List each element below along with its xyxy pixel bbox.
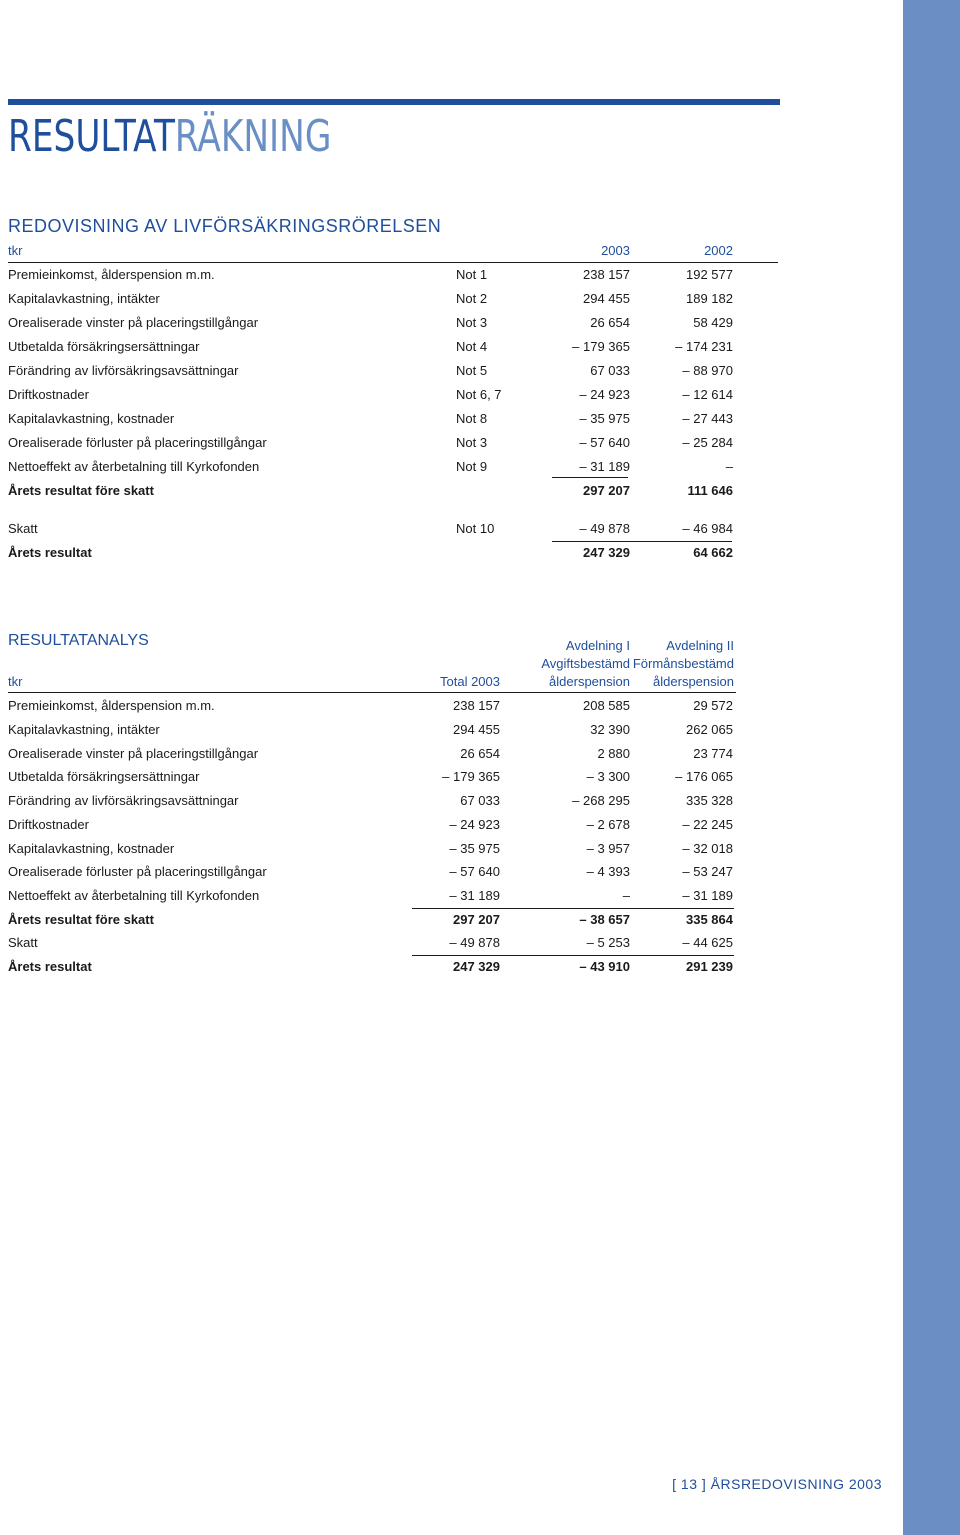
table-row xyxy=(8,360,748,382)
table-row xyxy=(8,838,748,860)
table-row xyxy=(8,790,748,812)
row-label: Årets resultat xyxy=(8,959,92,974)
value-avdelning-2: – 53 247 xyxy=(682,864,733,879)
row-label: Kapitalavkastning, kostnader xyxy=(8,411,175,426)
note-ref: Not 3 xyxy=(456,435,488,450)
value-2002: 192 577 xyxy=(686,267,733,282)
value-total-2003: 67 033 xyxy=(460,793,500,808)
row-label: Driftkostnader xyxy=(8,387,89,402)
value-avdelning-1: – xyxy=(622,888,630,903)
value-avdelning-1: 208 585 xyxy=(583,698,630,713)
value-2003: – 179 365 xyxy=(572,339,630,354)
sum-rule xyxy=(552,541,732,542)
value-avdelning-2: 291 239 xyxy=(686,959,733,974)
table-row xyxy=(8,264,748,286)
row-label: Kapitalavkastning, intäkter xyxy=(8,291,160,306)
row-label: Årets resultat före skatt xyxy=(8,912,154,927)
value-total-2003: 26 654 xyxy=(460,746,500,761)
value-total-2003: – 35 975 xyxy=(449,841,500,856)
note-ref: Not 10 xyxy=(456,521,495,536)
value-total-2003: 238 157 xyxy=(453,698,500,713)
note-ref: Not 5 xyxy=(456,363,488,378)
table-row xyxy=(8,885,748,907)
row-label: Orealiserade vinster på placeringstillgångar xyxy=(8,315,259,330)
value-2002: 58 429 xyxy=(693,315,733,330)
value-avdelning-1: – 3 300 xyxy=(586,769,630,784)
value-total-2003: – 49 878 xyxy=(449,935,500,950)
value-2003: – 24 923 xyxy=(579,387,630,402)
row-label: Nettoeffekt av återbetalning till Kyrkofonden xyxy=(8,459,260,474)
row-label: Årets resultat xyxy=(8,545,92,560)
table-row xyxy=(8,456,748,478)
value-2002: 189 182 xyxy=(686,291,733,306)
value-avdelning-1: – 268 295 xyxy=(572,793,630,808)
value-avdelning-1: – 38 657 xyxy=(579,912,630,927)
value-total-2003: – 57 640 xyxy=(449,864,500,879)
value-total-2003: 294 455 xyxy=(453,722,500,737)
value-2002: 111 646 xyxy=(687,483,733,498)
table-row xyxy=(8,932,748,954)
table-row xyxy=(8,909,748,931)
value-avdelning-2: 335 328 xyxy=(686,793,733,808)
row-label: Orealiserade förluster på placeringstillgångar xyxy=(8,864,267,879)
total-2003-header: Total 2003 xyxy=(440,674,500,689)
value-avdelning-2: – 22 245 xyxy=(682,817,733,832)
value-total-2003: – 31 189 xyxy=(449,888,500,903)
note-ref: Not 9 xyxy=(456,459,488,474)
table-row xyxy=(8,384,748,406)
row-label: Kapitalavkastning, kostnader xyxy=(8,841,175,856)
value-2003: – 31 189 xyxy=(579,459,630,474)
table-row xyxy=(8,814,748,836)
table-row xyxy=(8,408,748,430)
value-avdelning-2: 335 864 xyxy=(686,912,733,927)
value-avdelning-1: – 43 910 xyxy=(579,959,630,974)
value-avdelning-2: – 32 018 xyxy=(682,841,733,856)
row-label: Premieinkomst, ålderspension m.m. xyxy=(8,267,215,282)
sum-rule xyxy=(412,908,734,909)
value-2002: 64 662 xyxy=(693,545,733,560)
section-heading-resultatanalys: RESULTATANALYS xyxy=(8,632,149,649)
value-avdelning-2: 23 774 xyxy=(693,746,733,761)
row-label: Driftkostnader xyxy=(8,817,89,832)
table-row xyxy=(8,743,748,765)
header-rule xyxy=(8,262,778,263)
value-avdelning-2: 29 572 xyxy=(693,698,733,713)
avdelning-2-header: Avdelning II Förmånsbestämd ålderspension xyxy=(632,638,734,689)
value-total-2003: – 179 365 xyxy=(442,769,500,784)
row-label: Skatt xyxy=(8,521,38,536)
value-2002: – 25 284 xyxy=(682,435,733,450)
value-2003: – 35 975 xyxy=(579,411,630,426)
value-avdelning-1: 2 880 xyxy=(597,746,630,761)
header-rule xyxy=(8,692,736,693)
value-avdelning-2: – 176 065 xyxy=(675,769,733,784)
table-row xyxy=(8,695,748,717)
table-row xyxy=(8,312,748,334)
value-2003: 238 157 xyxy=(583,267,630,282)
table-row xyxy=(8,432,748,454)
table-row xyxy=(8,956,748,978)
table-row xyxy=(8,766,748,788)
row-label: Nettoeffekt av återbetalning till Kyrkofonden xyxy=(8,888,260,903)
value-2003: 294 455 xyxy=(583,291,630,306)
value-2002: – 27 443 xyxy=(682,411,733,426)
table-row xyxy=(8,861,748,883)
note-ref: Not 1 xyxy=(456,267,488,282)
section-heading-livforsakring: REDOVISNING AV LIVFÖRSÄKRINGSRÖRELSEN xyxy=(8,216,442,236)
avdelning-1-header: Avdelning I Avgiftsbestämd ålderspension xyxy=(541,638,630,689)
value-avdelning-2: 262 065 xyxy=(686,722,733,737)
table-row xyxy=(8,288,748,310)
sum-rule xyxy=(412,955,734,956)
value-2002: – 12 614 xyxy=(682,387,733,402)
table-row xyxy=(8,480,748,502)
row-label: Årets resultat före skatt xyxy=(8,483,154,498)
table-row xyxy=(8,719,748,741)
value-2002: – xyxy=(725,459,733,474)
year-2003-header: 2003 xyxy=(601,243,630,258)
row-label: Premieinkomst, ålderspension m.m. xyxy=(8,698,215,713)
row-label: Förändring av livförsäkringsavsättningar xyxy=(8,363,239,378)
value-avdelning-1: – 2 678 xyxy=(586,817,630,832)
unit-label: tkr xyxy=(8,243,23,258)
value-avdelning-1: – 4 393 xyxy=(586,864,630,879)
row-label: Förändring av livförsäkringsavsättningar xyxy=(8,793,239,808)
value-2002: – 88 970 xyxy=(682,363,733,378)
row-label: Kapitalavkastning, intäkter xyxy=(8,722,160,737)
page-title: RESULTATRÄKNING xyxy=(8,111,332,162)
note-ref: Not 2 xyxy=(456,291,488,306)
value-2002: – 174 231 xyxy=(675,339,733,354)
value-2003: – 49 878 xyxy=(579,521,630,536)
unit-label: tkr xyxy=(8,674,23,689)
value-avdelning-1: – 5 253 xyxy=(586,935,630,950)
note-ref: Not 4 xyxy=(456,339,488,354)
value-2003: – 57 640 xyxy=(579,435,630,450)
note-ref: Not 8 xyxy=(456,411,488,426)
value-2003: 67 033 xyxy=(590,363,630,378)
row-label: Utbetalda försäkringsersättningar xyxy=(8,339,200,354)
value-2003: 297 207 xyxy=(583,483,630,498)
value-avdelning-1: – 3 957 xyxy=(586,841,630,856)
value-avdelning-2: – 44 625 xyxy=(682,935,733,950)
value-2003: 247 329 xyxy=(583,545,630,560)
value-2003: 26 654 xyxy=(590,315,630,330)
table-row xyxy=(8,518,748,540)
value-avdelning-2: – 31 189 xyxy=(682,888,733,903)
sum-rule xyxy=(552,477,628,478)
value-total-2003: – 24 923 xyxy=(449,817,500,832)
value-2002: – 46 984 xyxy=(682,521,733,536)
note-ref: Not 3 xyxy=(456,315,488,330)
row-label: Skatt xyxy=(8,935,38,950)
value-total-2003: 247 329 xyxy=(453,959,500,974)
year-2002-header: 2002 xyxy=(704,243,733,258)
row-label: Orealiserade förluster på placeringstillgångar xyxy=(8,435,267,450)
note-ref: Not 6, 7 xyxy=(456,387,502,402)
page-footer: [ 13 ] ÅRSREDOVISNING 2003 xyxy=(672,1476,882,1492)
table-row xyxy=(8,542,748,564)
value-avdelning-1: 32 390 xyxy=(590,722,630,737)
row-label: Orealiserade vinster på placeringstillgångar xyxy=(8,746,259,761)
row-label: Utbetalda försäkringsersättningar xyxy=(8,769,200,784)
top-rule xyxy=(8,99,780,105)
table-row xyxy=(8,336,748,358)
side-color-bar xyxy=(903,0,960,1535)
value-total-2003: 297 207 xyxy=(453,912,500,927)
